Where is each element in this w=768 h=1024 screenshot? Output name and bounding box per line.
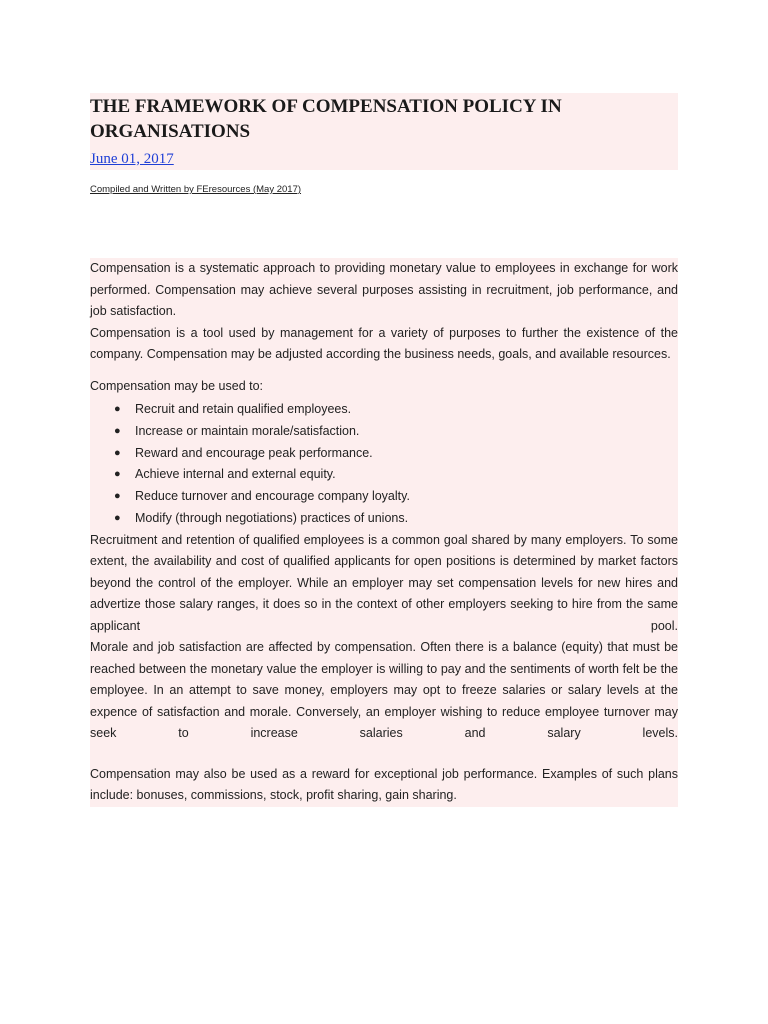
- list-intro: Compensation may be used to:: [90, 378, 264, 393]
- bullet-icon: ●: [114, 446, 121, 459]
- byline: Compiled and Written by FEresources (May 2017): [90, 184, 302, 195]
- bullet-icon: ●: [114, 490, 121, 503]
- article: [90, 93, 678, 807]
- date-link[interactable]: June 01, 2017: [90, 151, 174, 167]
- bullet-icon: ●: [114, 511, 121, 524]
- article-body: [90, 258, 678, 807]
- paragraph-reward: Compensation may also be used as a reward for exceptional job performance. Examples of such plans include: bonuses, commissions, stock, profit sharing, gain sharing.: [90, 766, 678, 803]
- list-item: ● Increase or maintain morale/satisfaction.: [90, 421, 678, 443]
- paragraph-definition: Compensation is a systematic approach to providing monetary value to employees in exchange for work performed. Compensation may achieve several purposes assisting in recruitment, job performance, and job satisfaction.: [90, 261, 678, 318]
- list-item: ● Recruit and retain qualified employees.: [90, 399, 678, 421]
- list-item: ● Reward and encourage peak performance.: [90, 443, 678, 465]
- bullet-icon: ●: [114, 403, 121, 415]
- paragraph-morale: Morale and job satisfaction are affected by compensation. Often there is a balance (equity) that must be reached between the monetary value the employer is willing to pay and the sentiments of worth felt be the employee. In an attempt to save money, employers may opt to freeze salaries or salary levels at the expence of satisfaction and morale. Conversely, an employer wishing to reduce employee turnover may seek to increase salaries and salary levels.: [90, 640, 678, 741]
- article-title: THE FRAMEWORK OF COMPENSATION POLICY IN ORGANISATIONS: [90, 96, 562, 142]
- paragraph-tool: Compensation is a tool used by management for a variety of purposes to further the existence of the company. Compensation may be adjusted according the business needs, goals, and available resources.: [90, 325, 678, 361]
- paragraph-recruitment: Recruitment and retention of qualified employees is a common goal shared by many employers. To some extent, the availability and cost of qualified applicants for open positions is determined by market factors beyond the control of the employer. While an employer may set compensation levels for new hires and advertize those salary ranges, it does so in the context of other employers seeking to hire from the same applicant pool.: [90, 532, 678, 633]
- bullet-icon: ●: [114, 424, 121, 437]
- purpose-list: [90, 397, 678, 530]
- list-item: ● Achieve internal and external equity.: [90, 464, 678, 486]
- list-item: ● Modify (through negotiations) practices of unions.: [90, 508, 678, 530]
- list-item: ● Reduce turnover and encourage company loyalty.: [90, 486, 678, 508]
- bullet-icon: ●: [114, 468, 121, 481]
- article-header: [90, 93, 678, 170]
